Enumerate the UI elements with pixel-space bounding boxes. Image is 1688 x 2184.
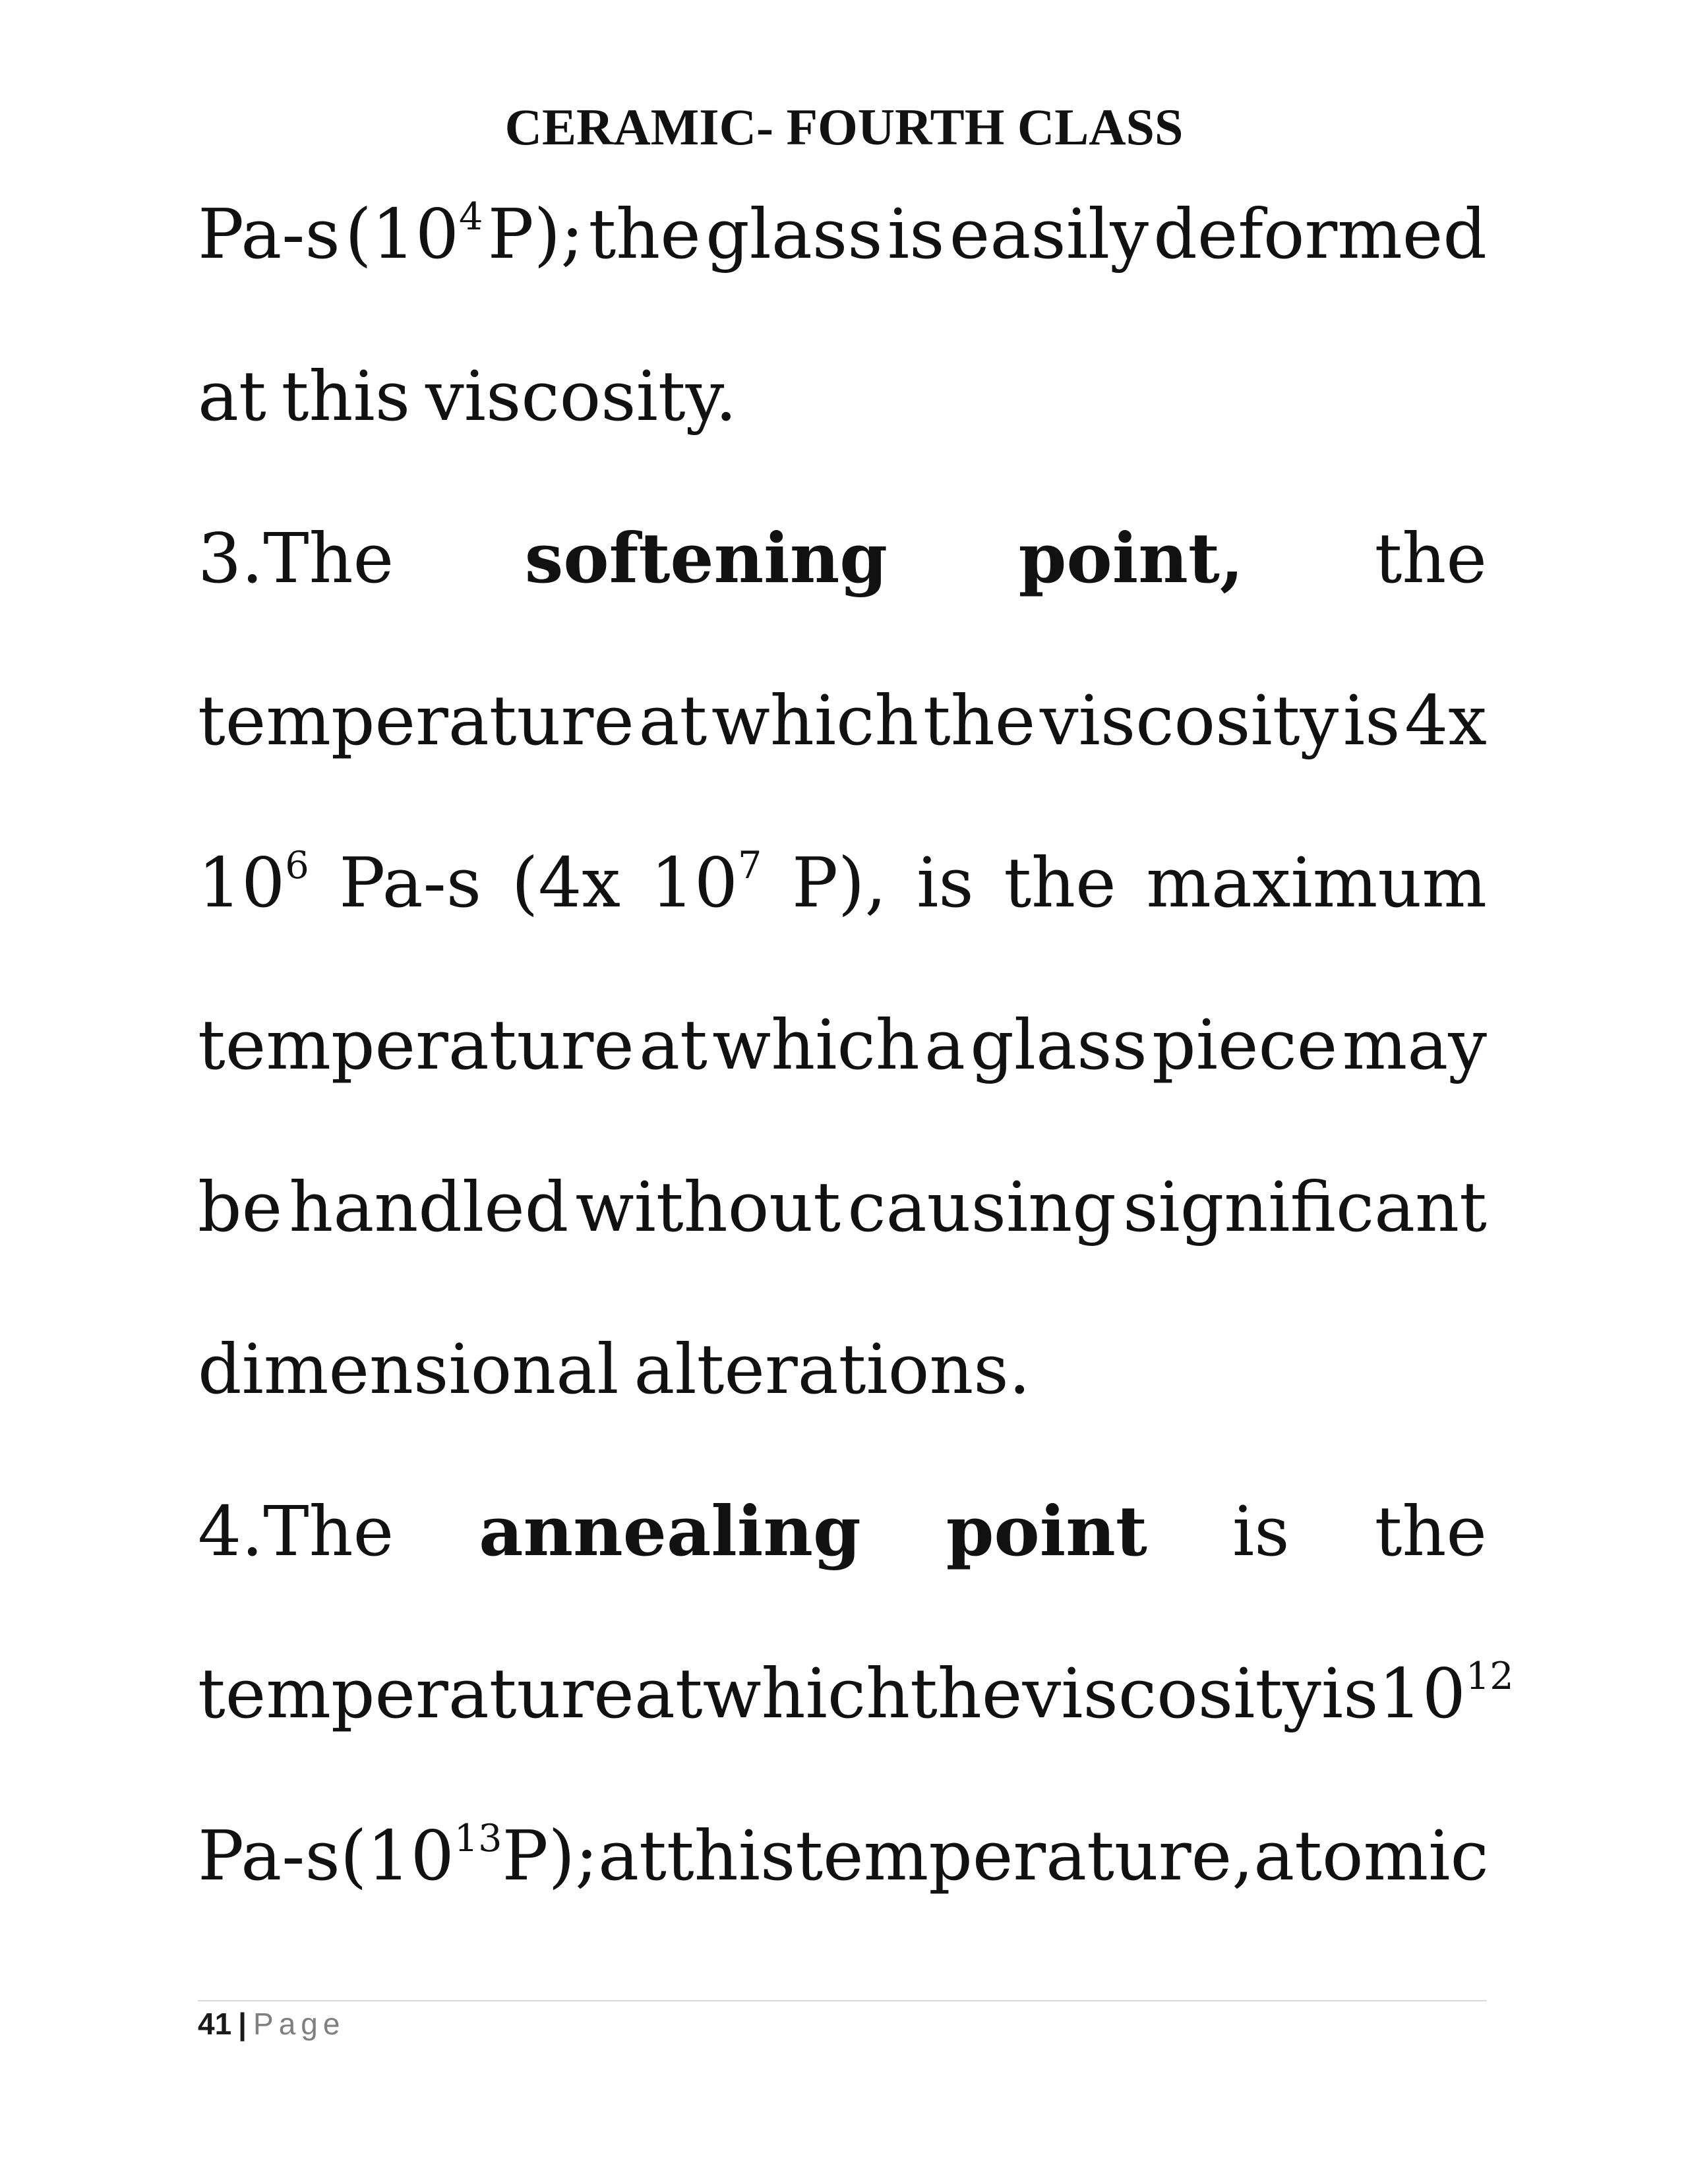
text-word xyxy=(512,802,620,964)
text-word xyxy=(479,1450,861,1612)
text-word xyxy=(634,1288,1030,1450)
text-word xyxy=(488,153,584,315)
text-word xyxy=(282,315,410,477)
word-text: without xyxy=(575,1167,841,1247)
word-text: viscosity xyxy=(1039,680,1339,761)
text-word xyxy=(1019,477,1244,639)
text-word xyxy=(1253,1775,1489,1937)
page-number: 41 xyxy=(198,2007,232,2041)
word-text: Pa-s xyxy=(198,1815,340,1896)
text-word xyxy=(198,1126,282,1288)
word-text: atomic xyxy=(1253,1815,1489,1896)
word-text: handled xyxy=(289,1167,569,1247)
word-text: the xyxy=(588,194,701,274)
text-line xyxy=(198,315,1487,477)
text-word xyxy=(1321,1612,1379,1775)
page-label: Page xyxy=(253,2007,346,2041)
word-text: annealing xyxy=(479,1490,861,1572)
word-text: is xyxy=(887,194,945,274)
word-text: which xyxy=(702,1653,911,1734)
word-text: (10 xyxy=(345,194,459,274)
footer-divider xyxy=(198,2000,1487,2001)
word-text: 10 xyxy=(1378,1653,1466,1734)
text-word xyxy=(950,153,1149,315)
page-header-title: CERAMIC- FOURTH CLASS xyxy=(504,98,1184,156)
text-word xyxy=(970,964,1147,1126)
text-word xyxy=(425,315,737,477)
superscript: 12 xyxy=(1465,1655,1514,1699)
text-word xyxy=(792,802,887,964)
word-text: causing xyxy=(847,1167,1116,1247)
word-text: P), xyxy=(791,842,887,923)
text-line xyxy=(198,1775,1487,1937)
text-word xyxy=(924,964,965,1126)
footer-separator: | xyxy=(238,2007,247,2041)
text-word xyxy=(711,639,919,802)
text-word xyxy=(667,1775,795,1937)
word-text: P); xyxy=(502,1815,599,1896)
word-text: the xyxy=(1374,1491,1487,1572)
word-text: which xyxy=(712,1005,920,1085)
word-text: dimensional xyxy=(198,1329,619,1409)
text-word xyxy=(198,315,266,477)
text-word xyxy=(198,1288,618,1450)
text-word xyxy=(588,153,700,315)
word-text: at xyxy=(634,1653,703,1734)
text-line xyxy=(198,153,1487,315)
text-word xyxy=(706,153,883,315)
word-text: this xyxy=(666,1815,796,1896)
word-text: (4x xyxy=(511,842,621,923)
text-word xyxy=(198,153,340,315)
word-text: a xyxy=(924,1005,965,1085)
word-text: deformed xyxy=(1153,194,1487,274)
word-text: alterations. xyxy=(634,1329,1031,1409)
word-text: 10 xyxy=(650,842,738,923)
word-text: temperature xyxy=(198,1005,634,1085)
word-text: P); xyxy=(487,194,584,274)
text-word xyxy=(923,639,1035,802)
text-line xyxy=(198,1612,1514,1775)
text-word xyxy=(847,1126,1116,1288)
word-text: the xyxy=(1374,518,1487,599)
text-line xyxy=(198,964,1487,1126)
word-text: viscosity xyxy=(1022,1653,1321,1734)
text-word xyxy=(795,1775,1253,1937)
superscript: 7 xyxy=(738,844,762,888)
text-word xyxy=(345,153,483,315)
word-text: temperature xyxy=(198,1653,634,1734)
text-word xyxy=(1375,1450,1487,1612)
word-text: is xyxy=(1232,1491,1290,1572)
word-text: temperature xyxy=(198,680,634,761)
word-text: point, xyxy=(1018,517,1244,599)
text-word xyxy=(525,477,888,639)
word-text: the xyxy=(922,680,1036,761)
text-word xyxy=(198,1775,340,1937)
word-text: at xyxy=(638,680,708,761)
text-word xyxy=(198,639,634,802)
word-text: easily xyxy=(949,194,1149,274)
text-word xyxy=(1153,153,1487,315)
text-word xyxy=(502,1775,599,1937)
text-word xyxy=(910,1612,1022,1775)
text-word xyxy=(598,1775,667,1937)
text-word xyxy=(576,1126,841,1288)
word-text: which xyxy=(711,680,919,761)
text-word xyxy=(888,153,945,315)
text-word xyxy=(1379,1612,1514,1775)
page-footer xyxy=(198,2004,345,2044)
word-text: is xyxy=(1342,680,1401,761)
word-text: at xyxy=(598,1815,667,1896)
word-text: viscosity. xyxy=(425,356,737,436)
text-word xyxy=(289,1126,568,1288)
word-text: be xyxy=(198,1167,283,1247)
text-word xyxy=(1343,639,1401,802)
word-text: temperature, xyxy=(795,1815,1254,1896)
text-word xyxy=(340,1775,502,1937)
text-line xyxy=(198,477,1487,639)
word-text: Pa-s xyxy=(339,842,482,923)
text-word xyxy=(651,802,762,964)
word-text: significant xyxy=(1123,1167,1487,1247)
word-text: piece xyxy=(1152,1005,1338,1085)
text-line xyxy=(198,1126,1487,1288)
text-word xyxy=(1146,802,1487,964)
word-text: 4.The xyxy=(198,1491,394,1572)
word-text: Pa-s xyxy=(198,194,340,274)
text-word xyxy=(1375,477,1487,639)
document-body xyxy=(198,153,1514,1937)
word-text: maximum xyxy=(1146,842,1487,923)
text-word xyxy=(1232,1450,1290,1612)
word-text: softening xyxy=(524,517,888,599)
word-text: is xyxy=(1321,1653,1379,1734)
text-word xyxy=(198,477,394,639)
text-word xyxy=(634,1612,703,1775)
word-text: point xyxy=(946,1490,1147,1572)
text-word xyxy=(1004,802,1116,964)
text-word xyxy=(198,964,634,1126)
word-text: at xyxy=(198,356,266,436)
text-word xyxy=(198,802,309,964)
text-word xyxy=(638,639,707,802)
text-line xyxy=(198,1450,1487,1612)
word-text: glass xyxy=(970,1005,1147,1085)
word-text: the xyxy=(910,1653,1023,1734)
text-word xyxy=(1342,964,1487,1126)
text-word xyxy=(1152,964,1337,1126)
text-word xyxy=(712,964,920,1126)
text-word xyxy=(946,1450,1147,1612)
word-text: this xyxy=(281,356,411,436)
word-text: 10 xyxy=(198,842,286,923)
text-word xyxy=(1404,639,1487,802)
text-word xyxy=(1123,1126,1487,1288)
superscript: 4 xyxy=(459,195,483,239)
text-line xyxy=(198,1288,1487,1450)
text-line xyxy=(198,639,1487,802)
text-word xyxy=(198,1450,394,1612)
word-text: at xyxy=(639,1005,708,1085)
text-line xyxy=(198,802,1487,964)
text-word xyxy=(1022,1612,1321,1775)
text-word xyxy=(198,1612,634,1775)
word-text: the xyxy=(1004,842,1116,923)
word-text: 4x xyxy=(1404,680,1487,761)
word-text: 3.The xyxy=(198,518,394,599)
text-word xyxy=(339,802,481,964)
text-word xyxy=(917,802,974,964)
word-text: may xyxy=(1342,1005,1487,1085)
text-word xyxy=(1040,639,1339,802)
text-word xyxy=(703,1612,911,1775)
superscript: 6 xyxy=(285,844,309,888)
word-text: is xyxy=(917,842,974,923)
word-text: glass xyxy=(706,194,883,274)
superscript: 13 xyxy=(454,1817,502,1861)
word-text: (10 xyxy=(340,1815,454,1896)
text-word xyxy=(639,964,708,1126)
